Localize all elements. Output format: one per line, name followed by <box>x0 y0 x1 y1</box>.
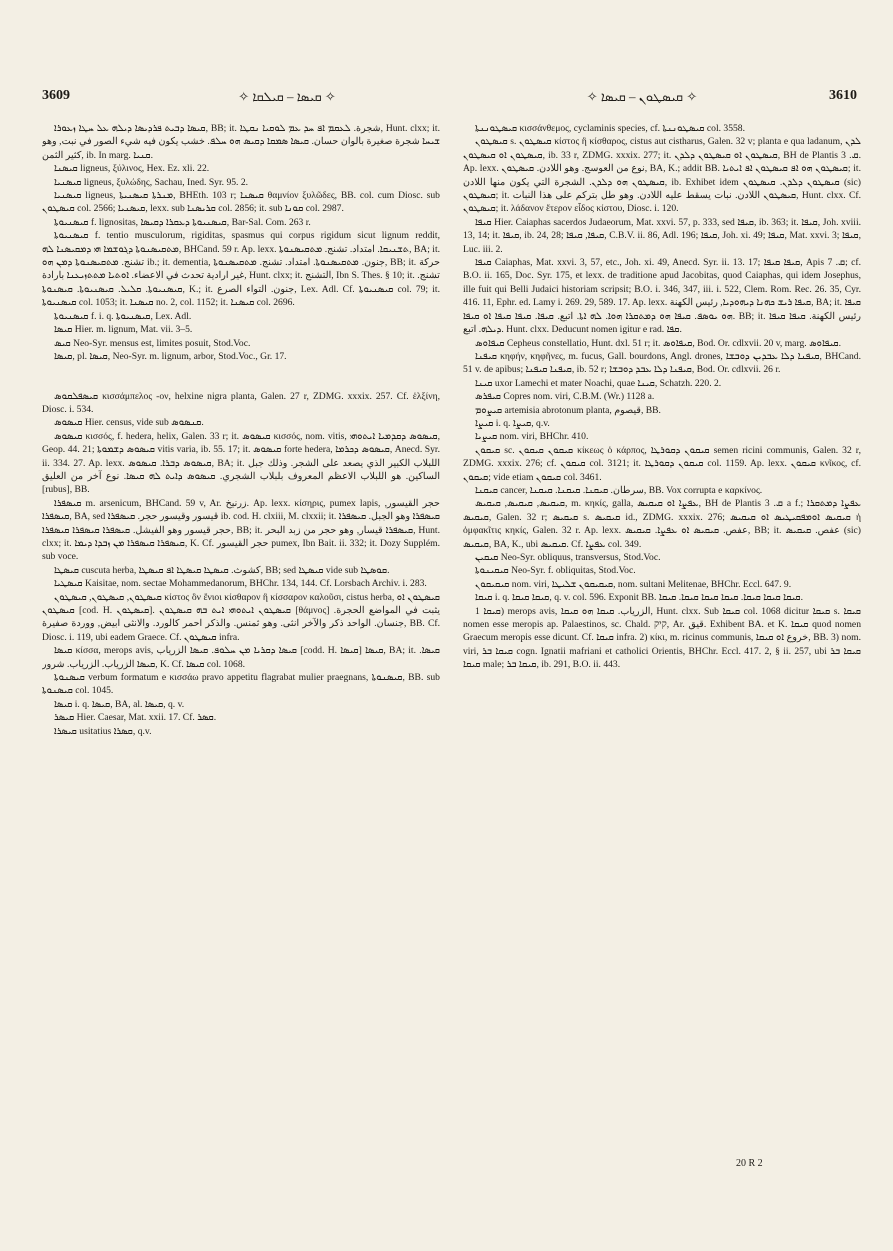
dictionary-entry: ܩܝܣܪܐ usitatius ܩܣܪܐ, q.v. <box>54 725 152 737</box>
entry-gap <box>42 373 440 380</box>
dictionary-entry: ܩܝܣܘܣ Hier. census, vide sub ܩܢܣܘܣ. <box>54 417 204 429</box>
dictionary-entry: ܩܝܦܐ Hier. Caiaphas sacerdos Judaeorum, Mat. xxvi. 57, p. 333, sed ܩܝܦܐ, ib. 363; it. ܩܝܦܐ, Joh. xviii. 13, 14; it. ܩܝܦܐ, ib. 24, 28; ܩܝܦܐ, ܩܝܦܐ, C.B.V. ii. 86, Adl. 196; ܩܝܦܐ, Joh. xi. 49; ܩܝܦܐ, Mat. xxvi. 3; ܩܝܦܐ, Luc. iii. 2. <box>463 216 861 255</box>
dictionary-entry: ܩܝܣܛܐ cuscuta herba, كشوث. ܩܝܣܛܐ ܩܝܣܛܐ ܐܦ ܩܝܣܛܐ, BB; sed ܩܝܣܛܐ vide sub ܩܘܣܛܐ. <box>54 564 390 576</box>
dictionary-entry: ܩܝܩܝܣ, ܩܝܩܝܣ, ܩܝܩܝܣ, m. κηκίς, galla, ܥܦܨܐ ܐܘ ܩܝܩܝܣ, BH de Plantis ܩ. 3 a f.; ܥܦܨܐ ܕܡܬܩܪܐ ܩܝܩܝܣ, Galen. 32 r; ܩܝܩܝܣ s. ܩܝܩܝܣ id., ZDMG. xxxix. 276; ܩܝܩܝܣ ܐܘܡܦܩܝܛܝܣ ܐܘ ܩܝܩܝܣ ἡ ὀμφακῖτις κηκίς, Galen. 32 r. Ap. lexx. عفص. ܩܝܩܝܣ ܐܘ ܥܦܨܐ. ܩܝܩܝܣ, BB; it. عفص. ܩܝܩܝܣ (sic) ܩܝܩܝܣ, BA, K., ubi ܩܝܩܝܣ. Cf. ܥܦܨܐ col. 349. <box>463 498 861 550</box>
dictionary-entry: ܩܝܣܪ Hier. Caesar, Mat. xxii. 17. Cf. ܩܣܪ. <box>54 712 217 724</box>
dictionary-entry: ܩܝܨܘܡ artemisia abrotonum planta, قيصوم, BB. <box>475 404 661 416</box>
dictionary-entry: ܩܝܨܐ i. q. ܩܝܨܐ, q.v. <box>475 417 550 429</box>
dictionary-entry: ܩܝܣܦܠܩܘܣ κισσάμπελος -ον, helxine nigra planta, Galen. 27 r, ZDMG. xxxix. 257. Cf. ἑλξίνη, Diosc. i. 534. <box>42 390 440 415</box>
dictionary-entry: ܩܝܩܢܐ cancer, سرطان. ܩܝܩܢܐ. ܩܝܩܢܐ. ܩܝܩܢܐ, BB. Vox corrupta e καρκίνος. <box>475 484 763 496</box>
dictionary-entry: ܩܝܣܢܝܘܬܐ f. tentio musculorum, rigiditas, spasmus qui corpus rigidum sicut lignum reddit, ܡܬܩܝܣܢܘܬܐ ܕܓܘܫܡܐ ܗܝ ܕܡܩܝܣܢܐ ܠܗ, BHCand. 59 r. Ap. lexx. ܬܫܢܝܩܐ. امتداد. تشنج. ܡܬܩܝܣܢܘܬܐ, BA; it. تشنج. ܡܬܩܝܣܢܘܬܐ ܕܡܢ ܗܘ ib.; it. dementia, جنون. ܡܬܩܝܣܢܘܬܐ. امتداد. تشنج. ܡܬܩܝܣܢܘܬܐ, BB; it. حركة غير ارادية تحدث في الاعضاء. ܐܘܬܝܐ ܡܬܬܙܝܥܢܐ بارادة, Hunt. clxx; it. التشنج, Ibn S. Thes. § 10; it. تشنج. ܩܝܣܢܝܘܬܐ. ܩܠܝܠ. ܩܝܣܢܝܘܬܐ. ܩܝܣܢܘܬܐ, K.; it. جنون. التواء الصرع, Lex. Adl. Cf. ܩܝܣܢܝܘܬܐ col. 79; it. ܩܝܣܢܝܘܬܐ col. 1053; it. ܩܝܣܢܐ no. 2, col. 1152; it. ܩܝܣܢܐ col. 2696. <box>42 230 440 309</box>
page-header <box>42 88 857 110</box>
dictionary-entry: ܩܝܣܛܘܢ, ܩܝܣܛܘܢ, ܩܝܣܛܘܢ κίστος ὃν ἔνιοι κίσθαρον ἢ κίσσαρον καλοῦσι, cistus herba, ܩܝܣܛܘܢ ܐܘ ܩܝܣܛܘܢ [cod. H. ܩܝܣܛܘܢ]. ܩܝܣܛܘܢ ܐܝܬܘܗܝ ܐܝܬ ܒܗ ܩܝܣܛܘܢ [θάμνος] يثبت في المواضع الحجرة. جنسان. الواحد ذكر والآخر انثى. وهو ثمنس. والذكر احمر كالورد. والانثى ابيض, ووردة صفيرة, BB. Cf. Diosc. i. 119, ubi eadem Graece. Cf. ܩܝܣܛܘܢ infra. <box>42 591 440 643</box>
dictionary-entry: ܩܝܣܘܣ κισσός, f. hedera, helix, Galen. 33 r; it. ܩܝܣܘܣ κισσός, nom. vitis, ܩܝܣܘܣ ܕܩܕܡܝܐ ܐܝܬܘܗܝ, Geop. 44. 21; ܩܝܣܘܣ ܕܫܡܘܬܐ vitis varia, ib. 55. 17; it. ܩܝܣܘܣ forte hedera, ܩܝܣܘܣ ܕܟܪܡܐ, Anecd. Syr. ii. 334. 27. Ap. lexx. ܩܝܣܘܣ ܕܒܪܐ. ܩܝܣܘܣ, BA; it. اللبلاب الكبير الذي يصعد على الشجر. وذلك جبل الساكين. هو اللبلاب الاعظم المعروف بلبلاب الشجري. ܩܝܣܘܣ ܕܐܝܬ ܠܗ ܩܝܣܐ. نوع آخر من العليق [rubus], BB. <box>42 430 440 496</box>
dictionary-entry: ܩܝܩܝܢ Neo-Syr. obliquus, transversus, Stod.Voc. <box>475 552 661 563</box>
dictionary-entry: ܩܝܣܢܝܐ ligneus, ܡܢܪܬܐ ܩܝܣܢܝܬܐ, BHEth. 103 r; ܩܝܣܢܐ θαμνίον ξυλῶδες, BB. col. cum Diosc. sub ܩܝܣܛܘܢ col. 2566; ܩܝܣܢܝܐ, lexx. sub ܩܪܝܣܢܐ col. 2856; it. sub ܩܘܢܐ col. 2987. <box>42 190 440 215</box>
dictionary-entry: ܩܝܩܐ 1) merops avis, الزرياب. ܩܝܩܐ ܗܘ ܩܝܩܐ, Hunt. clxx. Sub ܩܝܩܐ col. 1068 dicitur ܩܝܩܐ s. ܩܝܩܐ nomen esse meropis ap. Palaestinos, sc. Chald. קיק, Ar. قيق. Exhibent BA. et K. ܩܝܩܐ quod nomen Graecum meropis esse dicunt. Cf. ܩܝܩܐ infra. 2) κίκι, m. ricinus communis, خروع ܐܘ ܩܝܩܐ, BB. 3) nom. viri, ܩܝܩܐ ܒܪ cogn. Ignatii mafriani et catholici Orientis, BHChr. Eccl. 417. 2, § ii. 257, ubi ܩܝܩܐ ܒܪ ܩܝܩܐ male; ܩܝܩܐ ܒܪ, ib. 291, B.O. ii. 443. <box>463 605 861 671</box>
dictionary-entry: ܩܝܣܦܪܐ m. arsenicum, BHCand. 59 v, Ar. زرنيخ. Ap. lexx. κίσηρις, pumex lapis, حجر القيسور, ܩܝܣܦܪܐ, BA, sed قيسور وقيسور حجر. ܩܝܣܦܪܐ ib. cod. H. clxiii, M. clxxii; it. ܩܝܣܦܪܐ وهو الجبل. ܩܝܣܦܪܐ حجر قيسور وهو الفيشل. ܩܝܣܦܪܐ ܩܝܣܦܪܐ ܩܝܣܦܪܐ, BB; it. ܩܝܣܦܪܐ قيسار, وهو حجر من زبد البحر, Hunt. clxx; it. ܩܝܣܦܪܐ ܩܝܣܦܪܐ ܡܢ ܙܒܕܐ ܕܝܡܐ, K. Cf. حجر القيسور pumex, Ibn Bait. ii. 332; it. Dozy Supplém. sub voce. <box>42 497 440 563</box>
dictionary-entry: ܩܝܣܛܘܢ s. ܩܝܣܛܘܢ κίστος ἢ κίσθαρος, cistus aut cistharus, Galen. 32 v; planta e qua ladanum, ܠܕܢ ܩܝܣܛܘܢ ܐܘ ܩܝܣܛܘܢ, ib. 33 r, ZDMG. xxxix. 277; it. ܩܝܣܛܘܢ ܐܘ ܩܝܣܛܘܢ ܕܠܕܢ, BH de Plantis ܩ. 3. Ap. lexx. نوع من العوسج. وهو اللادن. ܩܝܣܛܘܢ, BA, K.; addit BB. ܩܝܣܛܘܢ ܗܘ ܐܦ ܩܝܣܛܘܢ ܐܦ ܐܝܬܝܐ; it. ܩܝܣܛܘܢ ܗܘ ܕܠܕܢ. الشجرة التي يكون منها اللادن, ib. Exhibet idem ܩܝܣܛܘܢ ܕܠܕܢ. ܩܝܣܛܘܢ (sic) ܩܝܣܛܘܢ; it. ܩܝܣܛܘܢ اللادن. نبات يسقط عليه اللادن. وهو طل بتركم على هذا النبات, Hunt. clxx. Cf. ܩܝܣܛܘܢ; it. λάδανον ἕτερον εἶδος κίστου, Diosc. i. 120. <box>463 136 861 215</box>
dictionary-entry: ܩܝܢܐ uxor Lamechi et mater Noachi, quae ܩܝܢܐ, Schatzh. 220. 2. <box>475 377 722 389</box>
dictionary-entry: ܩܝܣܢܝܘܬܐ f. lignositas, ܩܝܣܢܝܘܬܐ ܕܥܩܪܐ ܕܩܝܣܐ, Bar-Sal. Com. 263 r. <box>54 216 311 228</box>
left-column <box>42 122 440 1162</box>
dictionary-entry: ܩܝܣܛܝܐ Kaisitae, nom. sectae Mohammedanorum, BHChr. 134, 144. Cf. Lorsbach Archiv. i. 283. <box>54 578 427 590</box>
dictionary-entry: ܩܝܣܐ, pl. ܩܝܣܐ, Neo-Syr. m. lignum, arbor, Stod.Voc., Gr. 17. <box>54 350 287 362</box>
right-column <box>463 122 861 1202</box>
signature-mark: 20 R 2 <box>736 1158 763 1169</box>
dictionary-entry: ܩܝܩܐ i. q. ܩܝܩܐ ܩܝܩܐ, q. v. col. 596. Exponit BB. ܩܝܩܐ ܩܝܩܐ ܩܝܩܐ. ܩܝܩܐ ܩܝܩܐ ܩܝܩܐ. ܩܝܩܐ. <box>475 592 804 604</box>
dictionary-entry: ܩܝܣܐ i. q. ܩܝܣܐ, BA, al. ܩܝܣܐ, q. v. <box>54 698 185 710</box>
dictionary-entry: ܩܝܣܢܝܘܬܐ f. i. q. ܩܝܣܢܝܘܬܐ, Lex. Adl. <box>54 310 192 322</box>
dictionary-entry: ܩܝܦܐ Caiaphas, Mat. xxvi. 3, 57, etc., Joh. xi. 49, Anecd. Syr. ii. 13. 17; ܩܝܦܐ ܩܝܦܐ, Apis ܩ. 7; cf. B.O. ii. 165, Doc. Syr. 175, et lexx. de traditione apud Jacobitas, quod Caiaphas, qui idem Josephus, ille fuit qui Belli Judaici historiam scripsit; B.O. i. 346, 347, iii. i. 522, Clem. Rom. Rec. 26. 35, Cyr. 416. 11, Ephr. ed. Lamy i. 269. 29, 589. 17. Ap. lexx. ܩܝܦܐ ܪܝܫ ܟܗܢܐ ܕܝܗܘܕܝܐ, رئيس الكهنة, BA; it. ܩܝܦܐ ܗܘ ܝܘܣܦ. ܩܝܦܐ ܗܘ ܕܡܬܩܪܐ ܗܘܐ. ܠܗ ܐܬܐ. اتبع. ܩܝܦܐ. ܩܝܦܐ ܩܝܦܐ ܐܘ ܩܝܦܐ. BB; it. رئيس الكهنة. ܩܝܦܐ ܩܝܦܐ ܕܝܠܗ. اتبع. Hunt. clxx. Deducunt nomen igitur e rad. ܩܦܐ. <box>463 257 861 336</box>
dictionary-entry: ܩܝܣܐ κίσσα, merops avis, ܩܝܣܐ ܕܩܪܝܐ ܡܢ ܚܠܘܦ. ܩܝܣܐ الزرياب [codd. H. ܩܝܣܐ] ܩܝܣܐ, BA; it. ܩܝܣܐ. ܩܝܣܐ الزرياب. الزرياب. شرور, K. Cf. ܩܝܣܐ col. 1068. <box>42 645 440 670</box>
dictionary-entry: ܩܝܦܐܘܣ Cepheus constellatio, Hunt. dxl. 51 r; it. ܩܝܦܐܘܣ, Bod. Or. cdlxvii. 20 v, marg. ܩܝܦܐܘܣ. <box>475 337 841 349</box>
dictionary-entry: ܩܝܩܝܩܘܢ nom. viri, ܩܝܩܝܩܘܢ ܫܠܝܛܐ, nom. sultani Melitenae, BHChr. Eccl. 647. 9. <box>475 578 792 590</box>
running-head-right: ✧ ܩܝܣܛܘܢ – ܩܝܣܐ ✧ <box>586 89 698 104</box>
dictionary-entry: ܩܝܩܝܢܘܬܐ Neo-Syr. f. obliquitas, Stod.Voc. <box>475 565 636 577</box>
dictionary-entry: ܩܝܩܘܢ sc. ܩܝܩܘܢ ܩܝܩܘܢ κίκεως ὁ κάρπος, ܩܝܩܘܢ ܕܩܘܪܛܐ semen ricini communis, Galen. 32 r, ZDMG. xxxix. 276; cf. ܩܝܩܘܢ col. 3121; it. ܩܝܩܘܢ ܕܩܘܪܛܐ col. 1159. Ap. lexx. ܩܝܩܘܢ κνῖκος, cf. ܩܝܩܘܢ; vide etiam ܩܝܩܘܢ col. 3461. <box>463 444 861 483</box>
dictionary-entry: ܩܝܨܝܐ nom. viri, BHChr. 410. <box>475 431 589 443</box>
page-number-left: 3609 <box>42 88 70 103</box>
dictionary-entry: ܩܝܣܢܘܬܐ verbum formatum e κισσάω pravo appetitu flagrabat mulier praegnans, ܩܝܣܢܘܬܐ, BB. sub ܩܝܣܢܘܬܐ col. 1045. <box>42 672 440 697</box>
dictionary-entry: ܩܝܣܛܘܢܢܬܐ κισσάνθεμος, cyclaminis species, cf. ܩܝܣܛܘܢܢܬܐ col. 3558. <box>475 123 746 134</box>
page-number-right: 3610 <box>829 88 857 103</box>
dictionary-entry: ܩܝܣܢܐ ligneus, ξύλινος, Hex. Ez. xli. 22. <box>54 163 210 175</box>
running-head-left: ✧ ܩܝܣܐ – ܩܝܠܩܐ ✧ <box>238 89 336 104</box>
dictionary-entry: ܩܝܦܢܐ κηφήν, κηφῆνες, m. fucus, Gall. bourdons, Angl. drones, ܩܝܦܢܐ ܕܠܐ ܥܒܕܝܢ ܕܘܒܫܐ, BHCand. 51 v. de apibus; ܩܝܦܢܐ ܩܝܦܢܐ, ib. 52 r; ܩܝܦܢܐ ܕܠܐ ܥܒܕ ܕܘܒܫܐ, Bod. Or. cdlxvii. 26 r. <box>463 350 861 376</box>
dictionary-entry: ܩܝܣ Neo-Syr. mensus est, limites posuit, Stod.Voc. <box>54 337 251 349</box>
dictionary-entry: ܩܝܣܢܝܐ ligneus, ξυλώδης, Sachau, Ined. Syr. 95. 2. <box>54 176 249 188</box>
dictionary-entry: ܩܝܦܪܣ Copres nom. viri, C.B.M. (Wr.) 1128 a. <box>475 391 655 403</box>
dictionary-entry: ܩܝܣܐ ܕܒܝܬ ܦܪܕܝܣܐ ܕܝܠܗ ܥܠ ܚܛܐ ܙܥܘܪܐ, BB; it. شجرة. ܠܥܩܡ ܐܦ ܚܕ ܥܡ ܠܘܩܝܐ ܢܩܛܐ, Hunt. clxx; it. ܫܝܚܐ شجرة صغيرة بالوان حسان. ܩܝܣܐ ܣܡܩܐ ܕܩܝܣ ܗܘ ܚܠܦ. خشب يكون فيه شيء الصور في نبت, وهو كثير الثمن, ib. In marg. ܩܢܝܐ. <box>42 123 440 161</box>
dictionary-entry: ܩܝܣܐ Hier. m. lignum, Mat. vii. 3–5. <box>54 324 193 336</box>
